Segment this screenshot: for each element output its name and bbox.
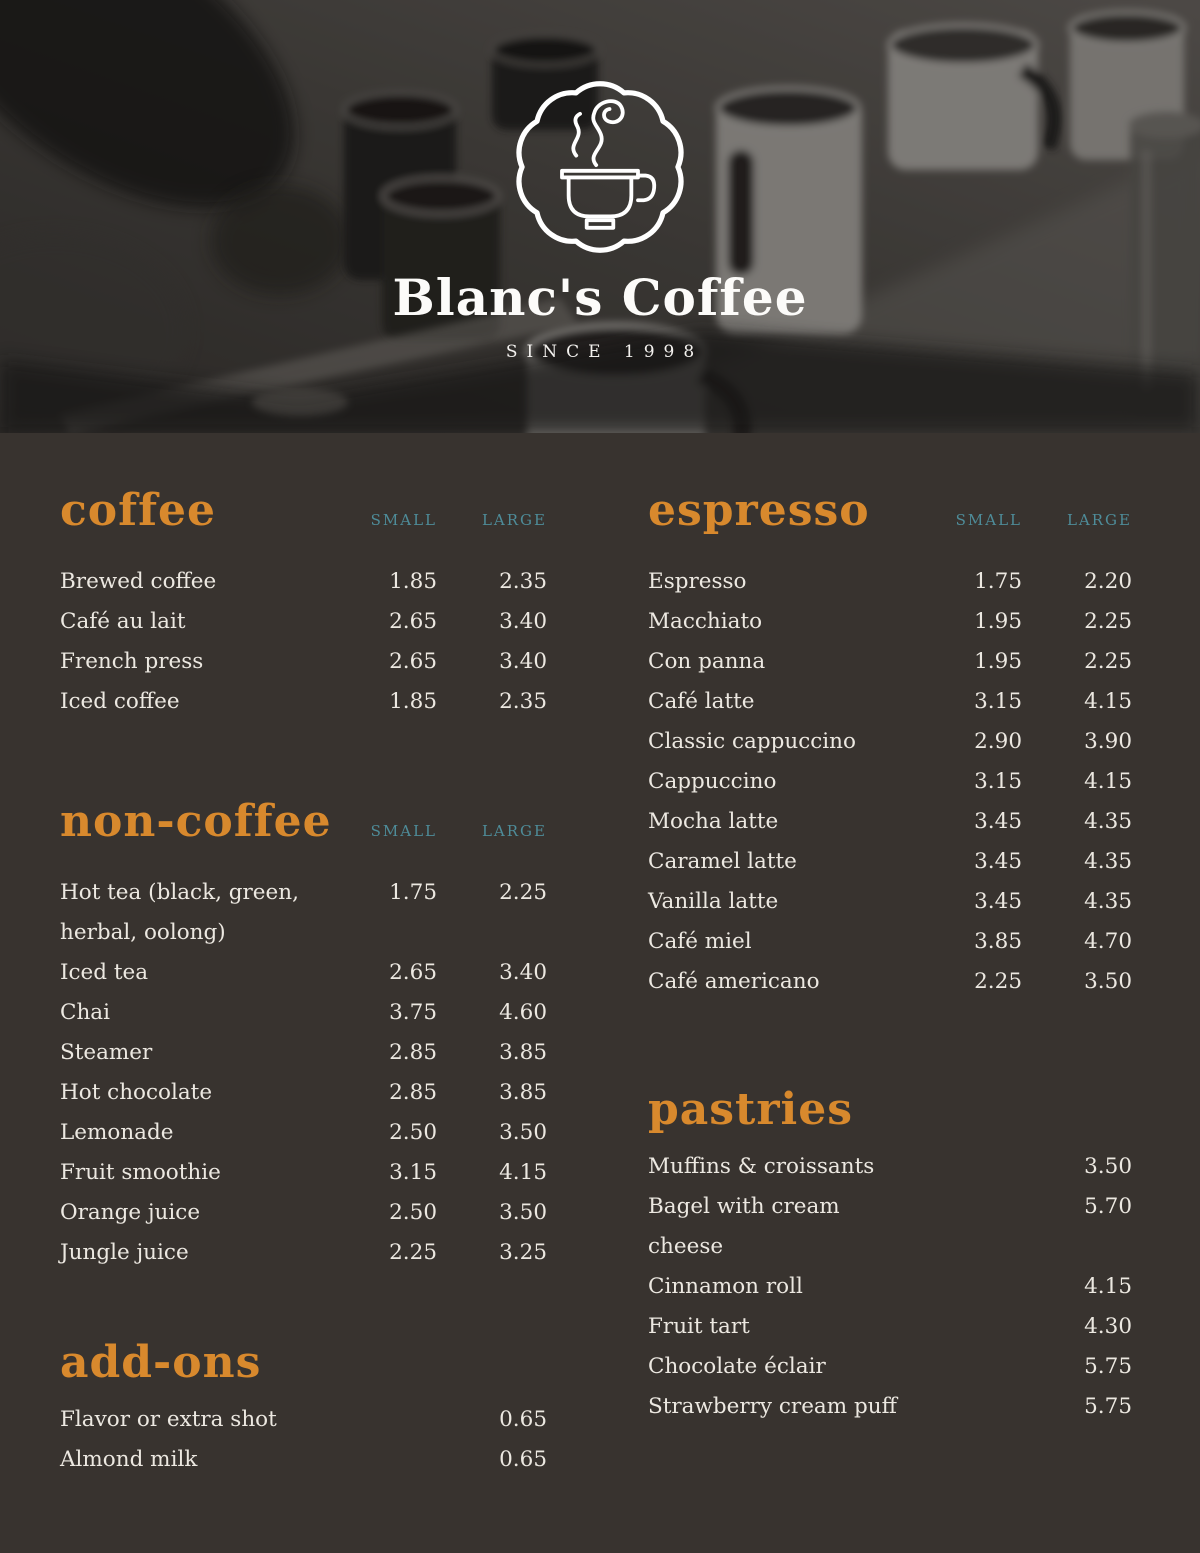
size-label-large: LARGE: [1066, 511, 1132, 529]
menu-item-row: [648, 1307, 1140, 1347]
item-price-large: 3.50: [1084, 969, 1132, 994]
item-price-large: 3.85: [499, 1080, 547, 1105]
section-non-coffee: [60, 794, 555, 1273]
item-name: Café miel: [648, 929, 752, 954]
item-price-small: 2.50: [389, 1120, 437, 1145]
menu-column-left: [60, 483, 555, 1480]
item-list: [648, 562, 1140, 1002]
item-name: Bagel with cream cheese: [648, 1194, 840, 1259]
item-name: Classic cappuccino: [648, 729, 856, 754]
item-name: Iced coffee: [60, 689, 180, 714]
menu-item-row: [648, 842, 1140, 882]
item-price-small: [335, 1440, 445, 1480]
item-price-small: 1.85: [389, 569, 437, 594]
item-list: [60, 562, 555, 722]
item-price-large: 2.25: [499, 880, 547, 905]
menu-item-row: [60, 953, 555, 993]
item-price-large: 4.15: [1084, 689, 1132, 714]
item-name: Macchiato: [648, 609, 763, 634]
section-title: pastries: [648, 1084, 854, 1135]
item-price-large: 5.75: [1084, 1394, 1132, 1419]
menu-item-row: [648, 762, 1140, 802]
menu-item-row: [648, 562, 1140, 602]
coffee-cup-badge-icon: [505, 72, 695, 262]
menu-item-row: [60, 1193, 555, 1233]
item-price-small: 2.85: [389, 1040, 437, 1065]
item-price-large: 5.75: [1084, 1354, 1132, 1379]
item-price-large: 2.25: [1084, 609, 1132, 634]
size-label-small: SMALL: [370, 511, 437, 529]
item-list: [60, 873, 555, 1273]
item-price-large: 3.40: [499, 609, 547, 634]
item-price-large: 4.30: [1084, 1314, 1132, 1339]
item-list: [60, 1400, 555, 1480]
item-name: French press: [60, 649, 204, 674]
menu-item-row: [60, 642, 555, 682]
item-name: Flavor or extra shot: [60, 1407, 277, 1432]
item-price-large: 3.40: [499, 649, 547, 674]
item-price-small: 2.65: [389, 960, 437, 985]
item-price-small: 2.25: [389, 1240, 437, 1265]
section-header: [60, 483, 555, 538]
item-price-large: 4.70: [1084, 929, 1132, 954]
size-label-large: LARGE: [481, 822, 547, 840]
menu-item-row: [648, 1267, 1140, 1307]
item-price-small: 2.85: [389, 1080, 437, 1105]
section-title: espresso: [648, 485, 870, 536]
item-price-large: 0.65: [499, 1447, 547, 1472]
item-price-small: 3.45: [974, 889, 1022, 914]
item-price-small: [920, 1267, 1030, 1307]
item-price-small: [920, 1187, 1030, 1267]
brand-title: Blanc's Coffee: [392, 268, 808, 327]
item-price-small: 1.95: [974, 609, 1022, 634]
menu-item-row: [648, 642, 1140, 682]
item-price-small: 2.65: [389, 609, 437, 634]
item-price-small: 1.75: [974, 569, 1022, 594]
item-name: Jungle juice: [60, 1240, 189, 1265]
item-name: Steamer: [60, 1040, 153, 1065]
section-title: non-coffee: [60, 796, 332, 847]
item-price-large: 2.20: [1084, 569, 1132, 594]
header-banner: [0, 0, 1200, 433]
item-price-large: 3.50: [499, 1200, 547, 1225]
menu-item-row: [60, 1233, 555, 1273]
item-price-large: 2.25: [1084, 649, 1132, 674]
item-price-large: 3.90: [1084, 729, 1132, 754]
item-price-large: 3.40: [499, 960, 547, 985]
item-name: Con panna: [648, 649, 766, 674]
item-name: Brewed coffee: [60, 569, 217, 594]
item-price-small: 3.45: [974, 809, 1022, 834]
item-name: Espresso: [648, 569, 747, 594]
item-price-large: 4.35: [1084, 849, 1132, 874]
item-price-large: 2.35: [499, 689, 547, 714]
item-price-large: 4.60: [499, 1000, 547, 1025]
section-header: [648, 1082, 1140, 1137]
item-price-small: 1.85: [389, 689, 437, 714]
item-name: Vanilla latte: [648, 889, 779, 914]
item-price-large: 2.35: [499, 569, 547, 594]
item-price-large: 4.35: [1084, 889, 1132, 914]
section-pastries: [648, 1082, 1140, 1427]
item-name: Chai: [60, 1000, 110, 1025]
menu: [0, 433, 1200, 1480]
item-name: Strawberry cream puff: [648, 1394, 897, 1419]
item-price-large: 3.25: [499, 1240, 547, 1265]
item-price-large: 4.15: [1084, 1274, 1132, 1299]
menu-item-row: [648, 802, 1140, 842]
section-add-ons: [60, 1335, 555, 1480]
item-name: Fruit smoothie: [60, 1160, 221, 1185]
section-title: coffee: [60, 485, 216, 536]
item-price-small: [920, 1387, 1030, 1427]
item-name: Café au lait: [60, 609, 186, 634]
menu-item-row: [648, 922, 1140, 962]
item-price-large: 0.65: [499, 1407, 547, 1432]
item-price-small: 3.45: [974, 849, 1022, 874]
menu-item-row: [648, 682, 1140, 722]
item-price-small: 2.65: [389, 649, 437, 674]
section-header: [60, 1335, 555, 1390]
item-name: Chocolate éclair: [648, 1354, 826, 1379]
item-price-small: 2.90: [974, 729, 1022, 754]
menu-item-row: [648, 1187, 1140, 1267]
item-price-small: 2.50: [389, 1200, 437, 1225]
menu-item-row: [60, 1440, 555, 1480]
item-price-large: 4.35: [1084, 809, 1132, 834]
menu-item-row: [60, 1113, 555, 1153]
menu-item-row: [60, 993, 555, 1033]
menu-item-row: [60, 873, 555, 953]
item-price-small: 3.75: [389, 1000, 437, 1025]
menu-item-row: [648, 962, 1140, 1002]
menu-item-row: [60, 602, 555, 642]
menu-item-row: [648, 602, 1140, 642]
section-header: [648, 483, 1140, 538]
item-name: Lemonade: [60, 1120, 174, 1145]
item-price-small: 3.15: [974, 769, 1022, 794]
menu-item-row: [60, 1400, 555, 1440]
section-coffee: [60, 483, 555, 722]
item-name: Cinnamon roll: [648, 1274, 803, 1299]
menu-item-row: [60, 682, 555, 722]
item-price-small: [335, 1400, 445, 1440]
item-price-small: 3.15: [974, 689, 1022, 714]
item-name: Café americano: [648, 969, 820, 994]
brand-subtitle: SINCE 1998: [505, 342, 704, 362]
menu-item-row: [648, 1347, 1140, 1387]
item-price-small: 1.75: [389, 880, 437, 905]
size-label-large: LARGE: [481, 511, 547, 529]
item-price-small: [920, 1147, 1030, 1187]
menu-item-row: [60, 1153, 555, 1193]
item-name: Orange juice: [60, 1200, 201, 1225]
item-price-small: [920, 1307, 1030, 1347]
item-price-small: [920, 1347, 1030, 1387]
item-name: Muffins & croissants: [648, 1154, 875, 1179]
item-price-large: 5.70: [1084, 1194, 1132, 1219]
item-price-large: 4.15: [499, 1160, 547, 1185]
item-name: Hot chocolate: [60, 1080, 213, 1105]
menu-item-row: [648, 1147, 1140, 1187]
item-name: Hot tea (black, green, herbal, oolong): [60, 880, 299, 945]
size-label-small: SMALL: [955, 511, 1022, 529]
item-name: Caramel latte: [648, 849, 797, 874]
menu-item-row: [648, 882, 1140, 922]
item-name: Café latte: [648, 689, 755, 714]
section-header: [60, 794, 555, 849]
item-price-small: 2.25: [974, 969, 1022, 994]
size-label-small: SMALL: [370, 822, 437, 840]
menu-column-right: [648, 483, 1140, 1480]
item-name: Fruit tart: [648, 1314, 750, 1339]
item-name: Iced tea: [60, 960, 149, 985]
section-title: add-ons: [60, 1337, 262, 1388]
menu-item-row: [60, 1033, 555, 1073]
item-price-large: 3.85: [499, 1040, 547, 1065]
item-list: [648, 1147, 1140, 1427]
menu-item-row: [648, 1387, 1140, 1427]
item-price-small: 3.15: [389, 1160, 437, 1185]
menu-item-row: [60, 562, 555, 602]
item-price-large: 4.15: [1084, 769, 1132, 794]
menu-item-row: [60, 1073, 555, 1113]
brand-logo: [505, 72, 695, 266]
item-price-large: 3.50: [1084, 1154, 1132, 1179]
section-espresso: [648, 483, 1140, 1002]
item-price-large: 3.50: [499, 1120, 547, 1145]
item-price-small: 3.85: [974, 929, 1022, 954]
item-name: Mocha latte: [648, 809, 779, 834]
item-name: Cappuccino: [648, 769, 777, 794]
item-price-small: 1.95: [974, 649, 1022, 674]
item-name: Almond milk: [60, 1447, 198, 1472]
menu-item-row: [648, 722, 1140, 762]
